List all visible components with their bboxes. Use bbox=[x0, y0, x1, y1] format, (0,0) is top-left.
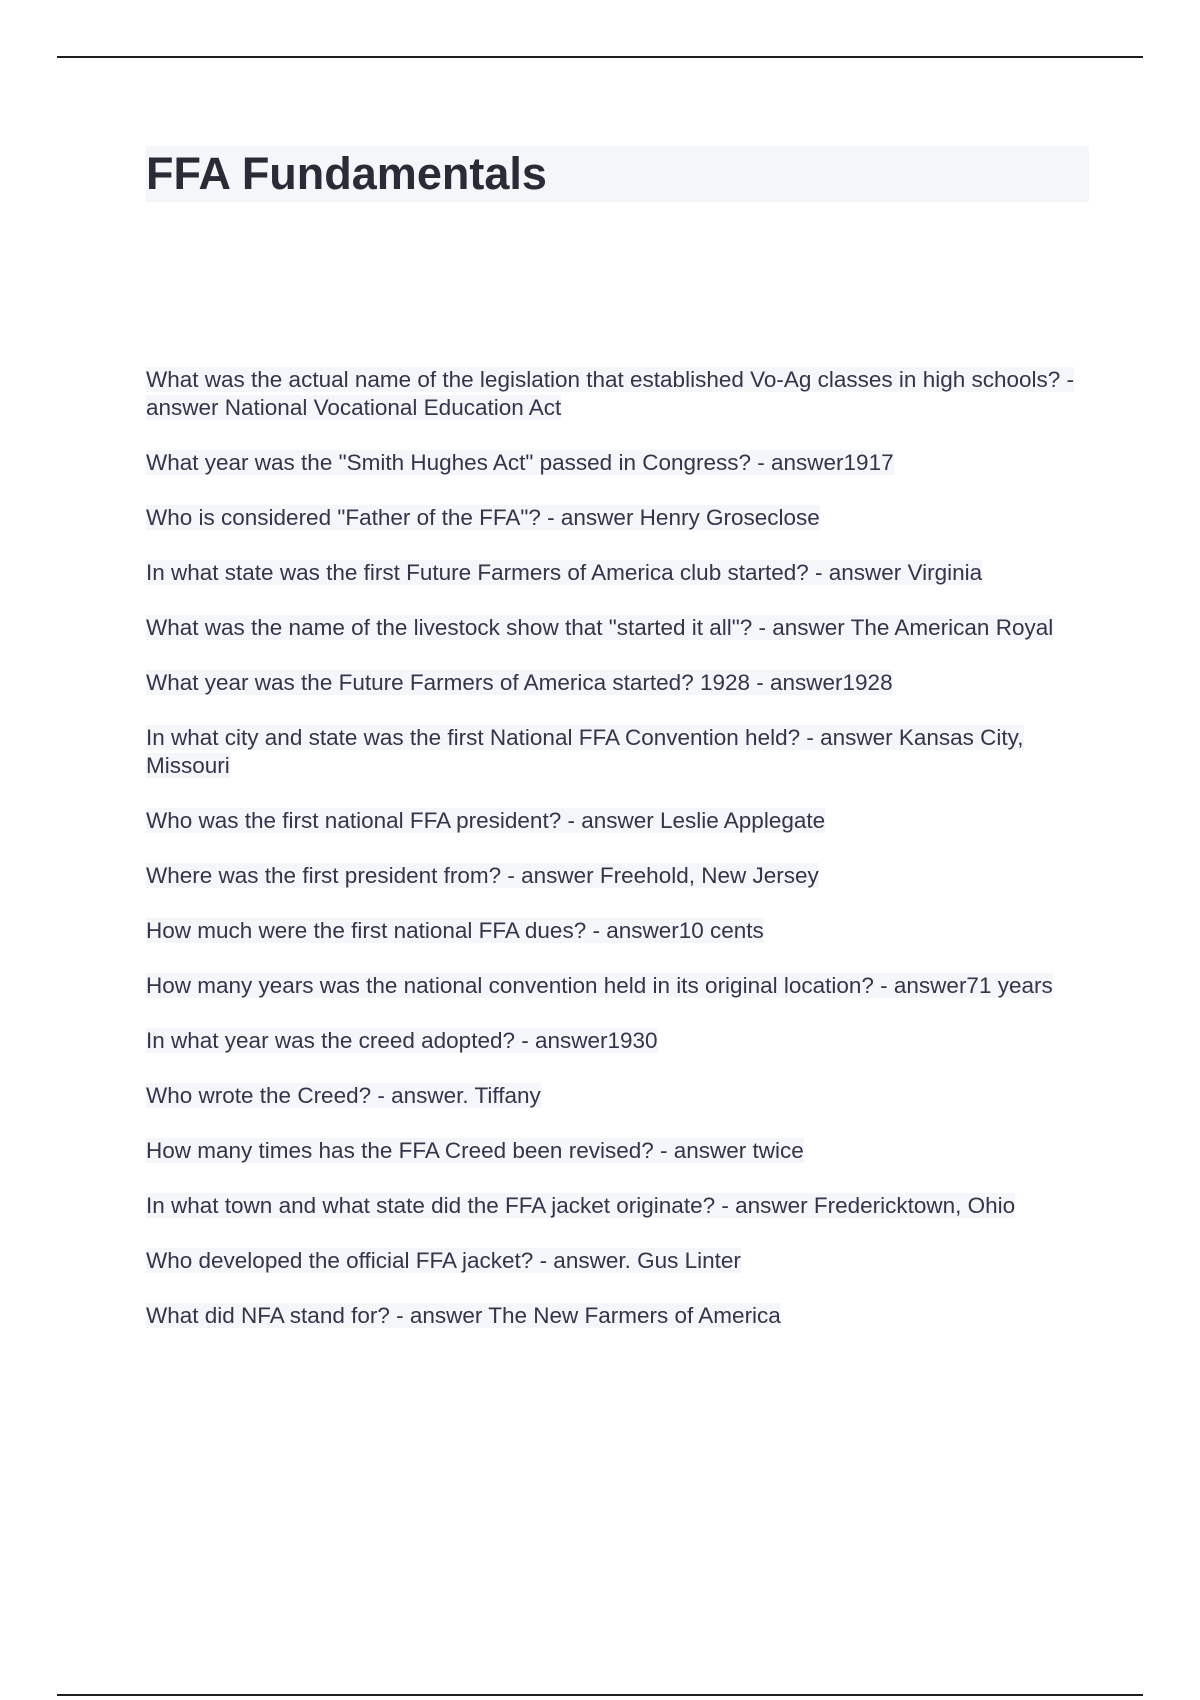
qa-text: In what town and what state did the FFA jacket originate? - answer Fredericktown, Ohio bbox=[146, 1193, 1016, 1218]
qa-text: What year was the "Smith Hughes Act" passed in Congress? - answer1917 bbox=[146, 450, 894, 475]
qa-text: How much were the first national FFA dues? - answer10 cents bbox=[146, 918, 764, 943]
list-item bbox=[146, 559, 1090, 587]
list-item bbox=[146, 1302, 1090, 1330]
list-item bbox=[146, 862, 1090, 890]
qa-text: What year was the Future Farmers of America started? 1928 - answer1928 bbox=[146, 670, 893, 695]
qa-list bbox=[146, 366, 1090, 1357]
qa-text: How many times has the FFA Creed been revised? - answer twice bbox=[146, 1138, 804, 1163]
qa-text: How many years was the national convention held in its original location? - answer71 years bbox=[146, 973, 1053, 998]
list-item bbox=[146, 449, 1090, 477]
qa-text: What did NFA stand for? - answer The New Farmers of America bbox=[146, 1303, 781, 1328]
list-item bbox=[146, 504, 1090, 532]
qa-text: In what state was the first Future Farmers of America club started? - answer Virginia bbox=[146, 560, 983, 585]
qa-text: What was the name of the livestock show that "started it all"? - answer The American Royal bbox=[146, 615, 1054, 640]
bottom-rule bbox=[57, 1694, 1143, 1696]
qa-text: Who was the first national FFA president? - answer Leslie Applegate bbox=[146, 808, 826, 833]
list-item bbox=[146, 669, 1090, 697]
list-item bbox=[146, 366, 1090, 422]
qa-text: In what year was the creed adopted? - answer1930 bbox=[146, 1028, 658, 1053]
list-item bbox=[146, 724, 1090, 780]
list-item bbox=[146, 1027, 1090, 1055]
qa-text: Who is considered "Father of the FFA"? - answer Henry Groseclose bbox=[146, 505, 820, 530]
document-title: FFA Fundamentals bbox=[146, 148, 547, 199]
list-item bbox=[146, 614, 1090, 642]
list-item bbox=[146, 1192, 1090, 1220]
qa-text: Where was the first president from? - answer Freehold, New Jersey bbox=[146, 863, 819, 888]
list-item bbox=[146, 917, 1090, 945]
qa-text: What was the actual name of the legislation that established Vo-Ag classes in high schools? - answer National Vocational Education Act bbox=[146, 367, 1075, 420]
list-item bbox=[146, 807, 1090, 835]
qa-text: Who developed the official FFA jacket? - answer. Gus Linter bbox=[146, 1248, 741, 1273]
list-item bbox=[146, 972, 1090, 1000]
list-item bbox=[146, 1082, 1090, 1110]
qa-text: Who wrote the Creed? - answer. Tiffany bbox=[146, 1083, 541, 1108]
top-rule bbox=[57, 56, 1143, 58]
list-item bbox=[146, 1247, 1090, 1275]
qa-text: In what city and state was the first National FFA Convention held? - answer Kansas City, Missouri bbox=[146, 725, 1024, 778]
list-item bbox=[146, 1137, 1090, 1165]
